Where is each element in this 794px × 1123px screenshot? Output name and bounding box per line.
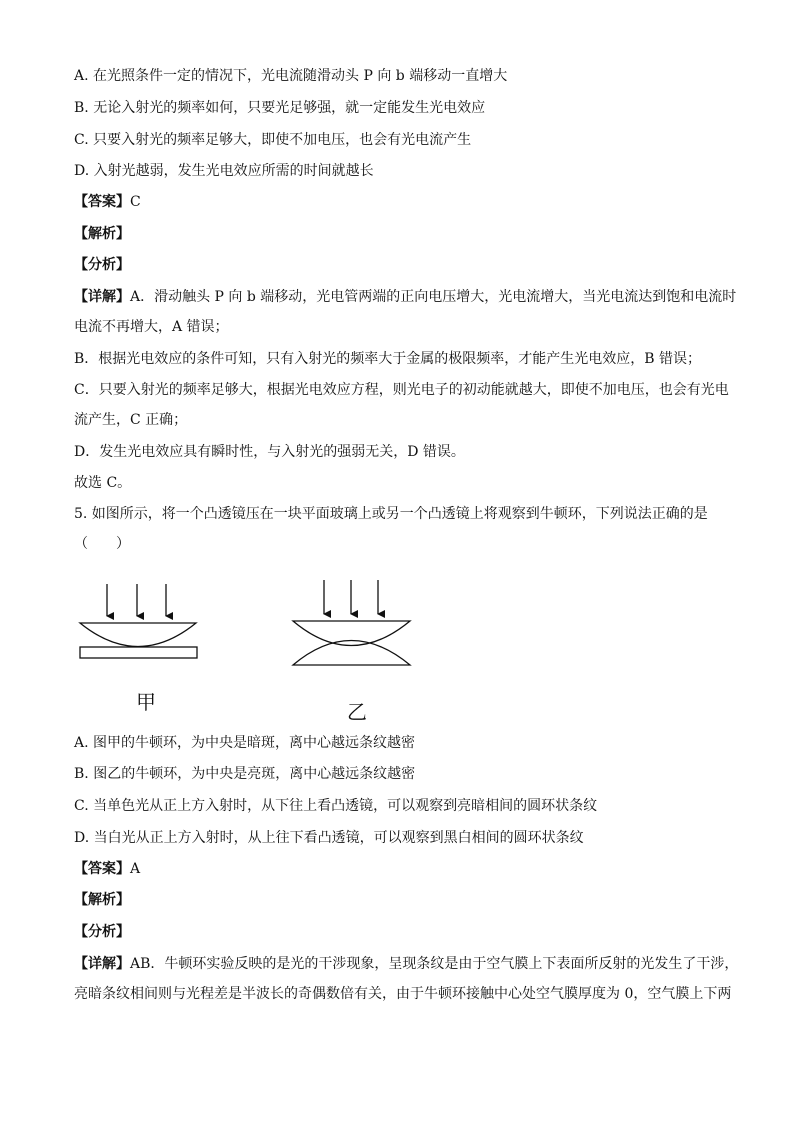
glass-plate — [80, 647, 197, 658]
detail-text: A．滑动触头 P 向 b 端移动，光电管两端的正向电压增大，光电流增大，当光电流达到饱和电流时 — [130, 289, 737, 305]
lower-convex-lens — [293, 641, 410, 666]
q5-option-b: B. 图乙的牛顿环，为中央是亮斑，离中心越远条纹越密 — [74, 766, 416, 782]
answer-label: 【答案】 — [74, 194, 130, 210]
detail-line — [74, 287, 736, 307]
q5-fenxi-label: 【分析】 — [74, 924, 130, 940]
detail-line: 电流不再增大，A 错误； — [74, 319, 229, 335]
q5-analysis-label: 【解析】 — [74, 892, 130, 908]
detail-line: D．发生光电效应具有瞬时性，与入射光的强弱无关，D 错误。 — [74, 444, 465, 460]
upper-convex-lens — [293, 621, 410, 646]
q5-detail-label: 【详解】 — [74, 956, 130, 972]
figure-label-jia: 甲 — [136, 690, 156, 714]
q5-answer-value: A — [130, 861, 141, 877]
q5-detail-text: AB．牛顿环实验反映的是光的干涉现象，呈现条纹是由于空气膜上下表面所反射的光发生了干涉， — [130, 956, 739, 972]
option-c: C. 只要入射光的频率足够大，即使不加电压，也会有光电流产生 — [74, 132, 472, 148]
option-a: A. 在光照条件一定的情况下，光电流随滑动头 P 向 b 端移动一直增大 — [74, 68, 508, 84]
figure-label-yi: 乙 — [347, 700, 367, 724]
q5-option-a: A. 图甲的牛顿环，为中央是暗斑，离中心越远条纹越密 — [74, 735, 416, 751]
q5-answer-label: 【答案】 — [74, 861, 130, 877]
detail-line: C．只要入射光的频率足够大，根据光电效应方程，则光电子的初动能就越大，即使不加电压，也会有光电 — [74, 382, 729, 398]
detail-line: B．根据光电效应的条件可知，只有入射光的频率大于金属的极限频率，才能产生光电效应，B 错误； — [74, 351, 702, 367]
newton-rings-diagram — [60, 570, 520, 720]
q5-detail-line — [74, 954, 738, 974]
analysis-label: 【解析】 — [74, 226, 130, 242]
q5-option-c: C. 当单色光从正上方入射时，从下往上看凸透镜，可以观察到亮暗相间的圆环状条纹 — [74, 798, 598, 814]
question-stem-paren: （ ） — [74, 536, 130, 552]
q5-answer-line — [74, 859, 140, 879]
conclusion-line: 故选 C。 — [74, 475, 132, 491]
detail-label: 【详解】 — [74, 289, 130, 305]
option-b: B. 无论入射光的频率如何，只要光足够强，就一定能发生光电效应 — [74, 100, 486, 116]
q5-option-d: D. 当白光从正上方入射时，从上往下看凸透镜，可以观察到黑白相间的圆环状条纹 — [74, 830, 584, 846]
answer-line — [74, 192, 141, 212]
newton-rings-figure — [60, 570, 520, 724]
question-stem: 5. 如图所示，将一个凸透镜压在一块平面玻璃上或另一个凸透镜上将观察到牛顿环，下列说法正确的是 — [74, 506, 708, 522]
q5-detail-line: 亮暗条纹相间则与光程差是半波长的奇偶数倍有关，由于牛顿环接触中心处空气膜厚度为 0，空气膜上下两 — [74, 986, 732, 1002]
detail-line: 流产生，C 正确； — [74, 412, 188, 428]
plano-convex-lens — [80, 623, 196, 647]
answer-value: C — [130, 194, 141, 210]
fenxi-label: 【分析】 — [74, 257, 130, 273]
option-d: D. 入射光越弱，发生光电效应所需的时间就越长 — [74, 163, 374, 179]
